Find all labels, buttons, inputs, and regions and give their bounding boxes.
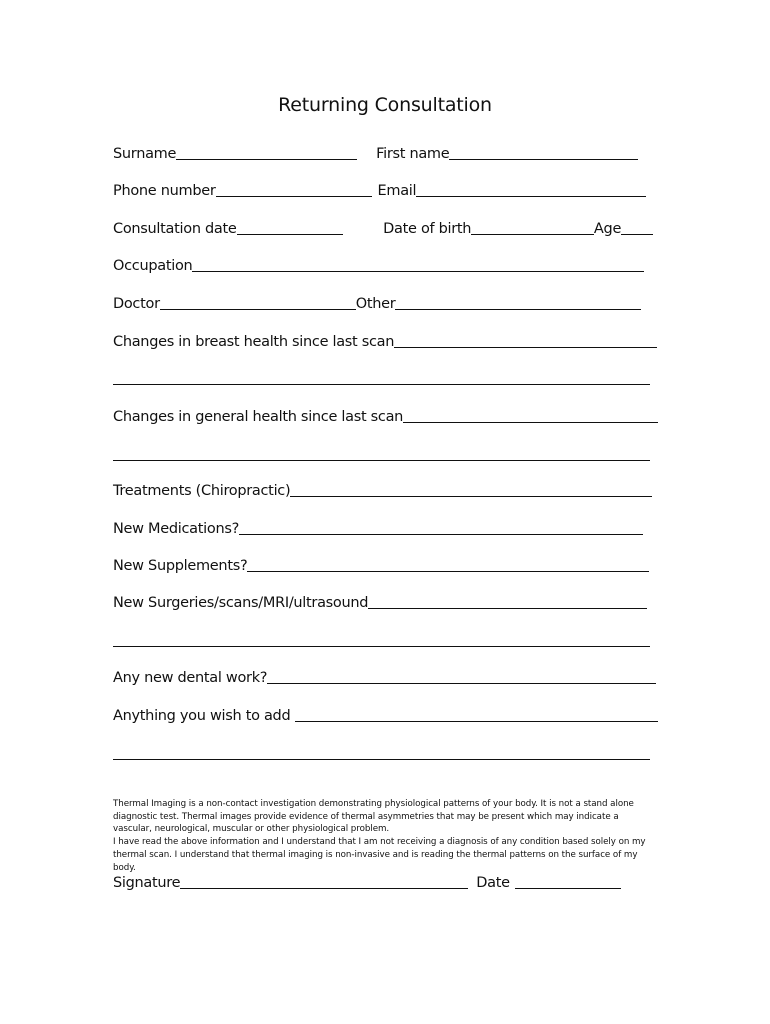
consultation-date-label: Consultation date xyxy=(113,221,237,237)
consultation-date-field[interactable] xyxy=(237,234,344,235)
doctor-field[interactable] xyxy=(160,309,356,310)
medications-field[interactable] xyxy=(239,534,643,535)
anything-extra-line[interactable] xyxy=(113,759,650,760)
date-field[interactable] xyxy=(515,888,621,889)
surname-label: Surname xyxy=(113,146,177,162)
general-health-field[interactable] xyxy=(403,422,658,423)
surgeries-row xyxy=(113,591,647,611)
general-health-extra-line[interactable] xyxy=(113,460,650,461)
treatments-field[interactable] xyxy=(290,496,652,497)
occupation-field[interactable] xyxy=(192,271,644,272)
general-health-row xyxy=(113,405,658,425)
phone-field[interactable] xyxy=(216,196,372,197)
breast-health-field[interactable] xyxy=(394,347,657,348)
dental-field[interactable] xyxy=(267,683,656,684)
email-field[interactable] xyxy=(416,196,646,197)
surname-field[interactable] xyxy=(176,159,357,160)
supplements-label: New Supplements? xyxy=(113,558,248,574)
supplements-field[interactable] xyxy=(247,571,649,572)
signature-label: Signature xyxy=(113,875,181,891)
occupation-row xyxy=(113,254,644,274)
general-health-label: Changes in general health since last scan xyxy=(113,409,404,425)
name-row xyxy=(113,142,653,162)
anything-label: Anything you wish to add xyxy=(113,708,291,724)
other-label: Other xyxy=(355,296,396,312)
phone-label: Phone number xyxy=(113,183,216,199)
age-field[interactable] xyxy=(621,234,653,235)
disclaimer-paragraph: Thermal Imaging is a non-contact investigation demonstrating physiological patterns of your body. It is not a stand alone diagnostic test. Thermal images provide evidence of thermal asymmetries that may be present which may indicate a vascular, neurological, muscular or other physiological problem. xyxy=(113,799,634,835)
breast-health-row xyxy=(113,330,657,350)
page-title: Returning Consultation xyxy=(278,94,492,116)
treatments-row xyxy=(113,479,652,499)
occupation-label: Occupation xyxy=(113,258,193,274)
dental-row xyxy=(113,666,656,686)
age-label: Age xyxy=(593,221,622,237)
email-label: Email xyxy=(377,183,417,199)
medications-label: New Medications? xyxy=(113,521,239,537)
dob-label: Date of birth xyxy=(383,221,472,237)
supplements-row xyxy=(113,554,649,574)
dob-field[interactable] xyxy=(471,234,594,235)
doctor-row xyxy=(113,292,641,312)
consent-paragraph: I have read the above information and I understand that I am not receiving a diagnosis of any condition based solely on my thermal scan. I understand that thermal imaging is non-invasive and is reading the thermal patterns on the surface of my body. xyxy=(113,837,646,873)
contact-row xyxy=(113,179,653,199)
other-field[interactable] xyxy=(395,309,641,310)
surgeries-label: New Surgeries/scans/MRI/ultrasound xyxy=(113,595,369,611)
breast-health-extra-line[interactable] xyxy=(113,384,650,385)
date-label: Date xyxy=(476,875,510,891)
doctor-label: Doctor xyxy=(113,296,160,312)
first-name-label: First name xyxy=(376,146,450,162)
dental-label: Any new dental work? xyxy=(113,670,268,686)
dates-row xyxy=(113,217,653,237)
treatments-label: Treatments (Chiropractic) xyxy=(113,483,291,499)
surgeries-field[interactable] xyxy=(368,608,647,609)
disclaimer xyxy=(113,798,658,874)
breast-health-label: Changes in breast health since last scan xyxy=(113,334,395,350)
anything-field[interactable] xyxy=(295,721,658,722)
first-name-field[interactable] xyxy=(449,159,638,160)
surgeries-extra-line[interactable] xyxy=(113,646,650,647)
signature-row xyxy=(113,871,621,891)
anything-row xyxy=(113,704,658,724)
medications-row xyxy=(113,517,643,537)
signature-field[interactable] xyxy=(180,888,468,889)
